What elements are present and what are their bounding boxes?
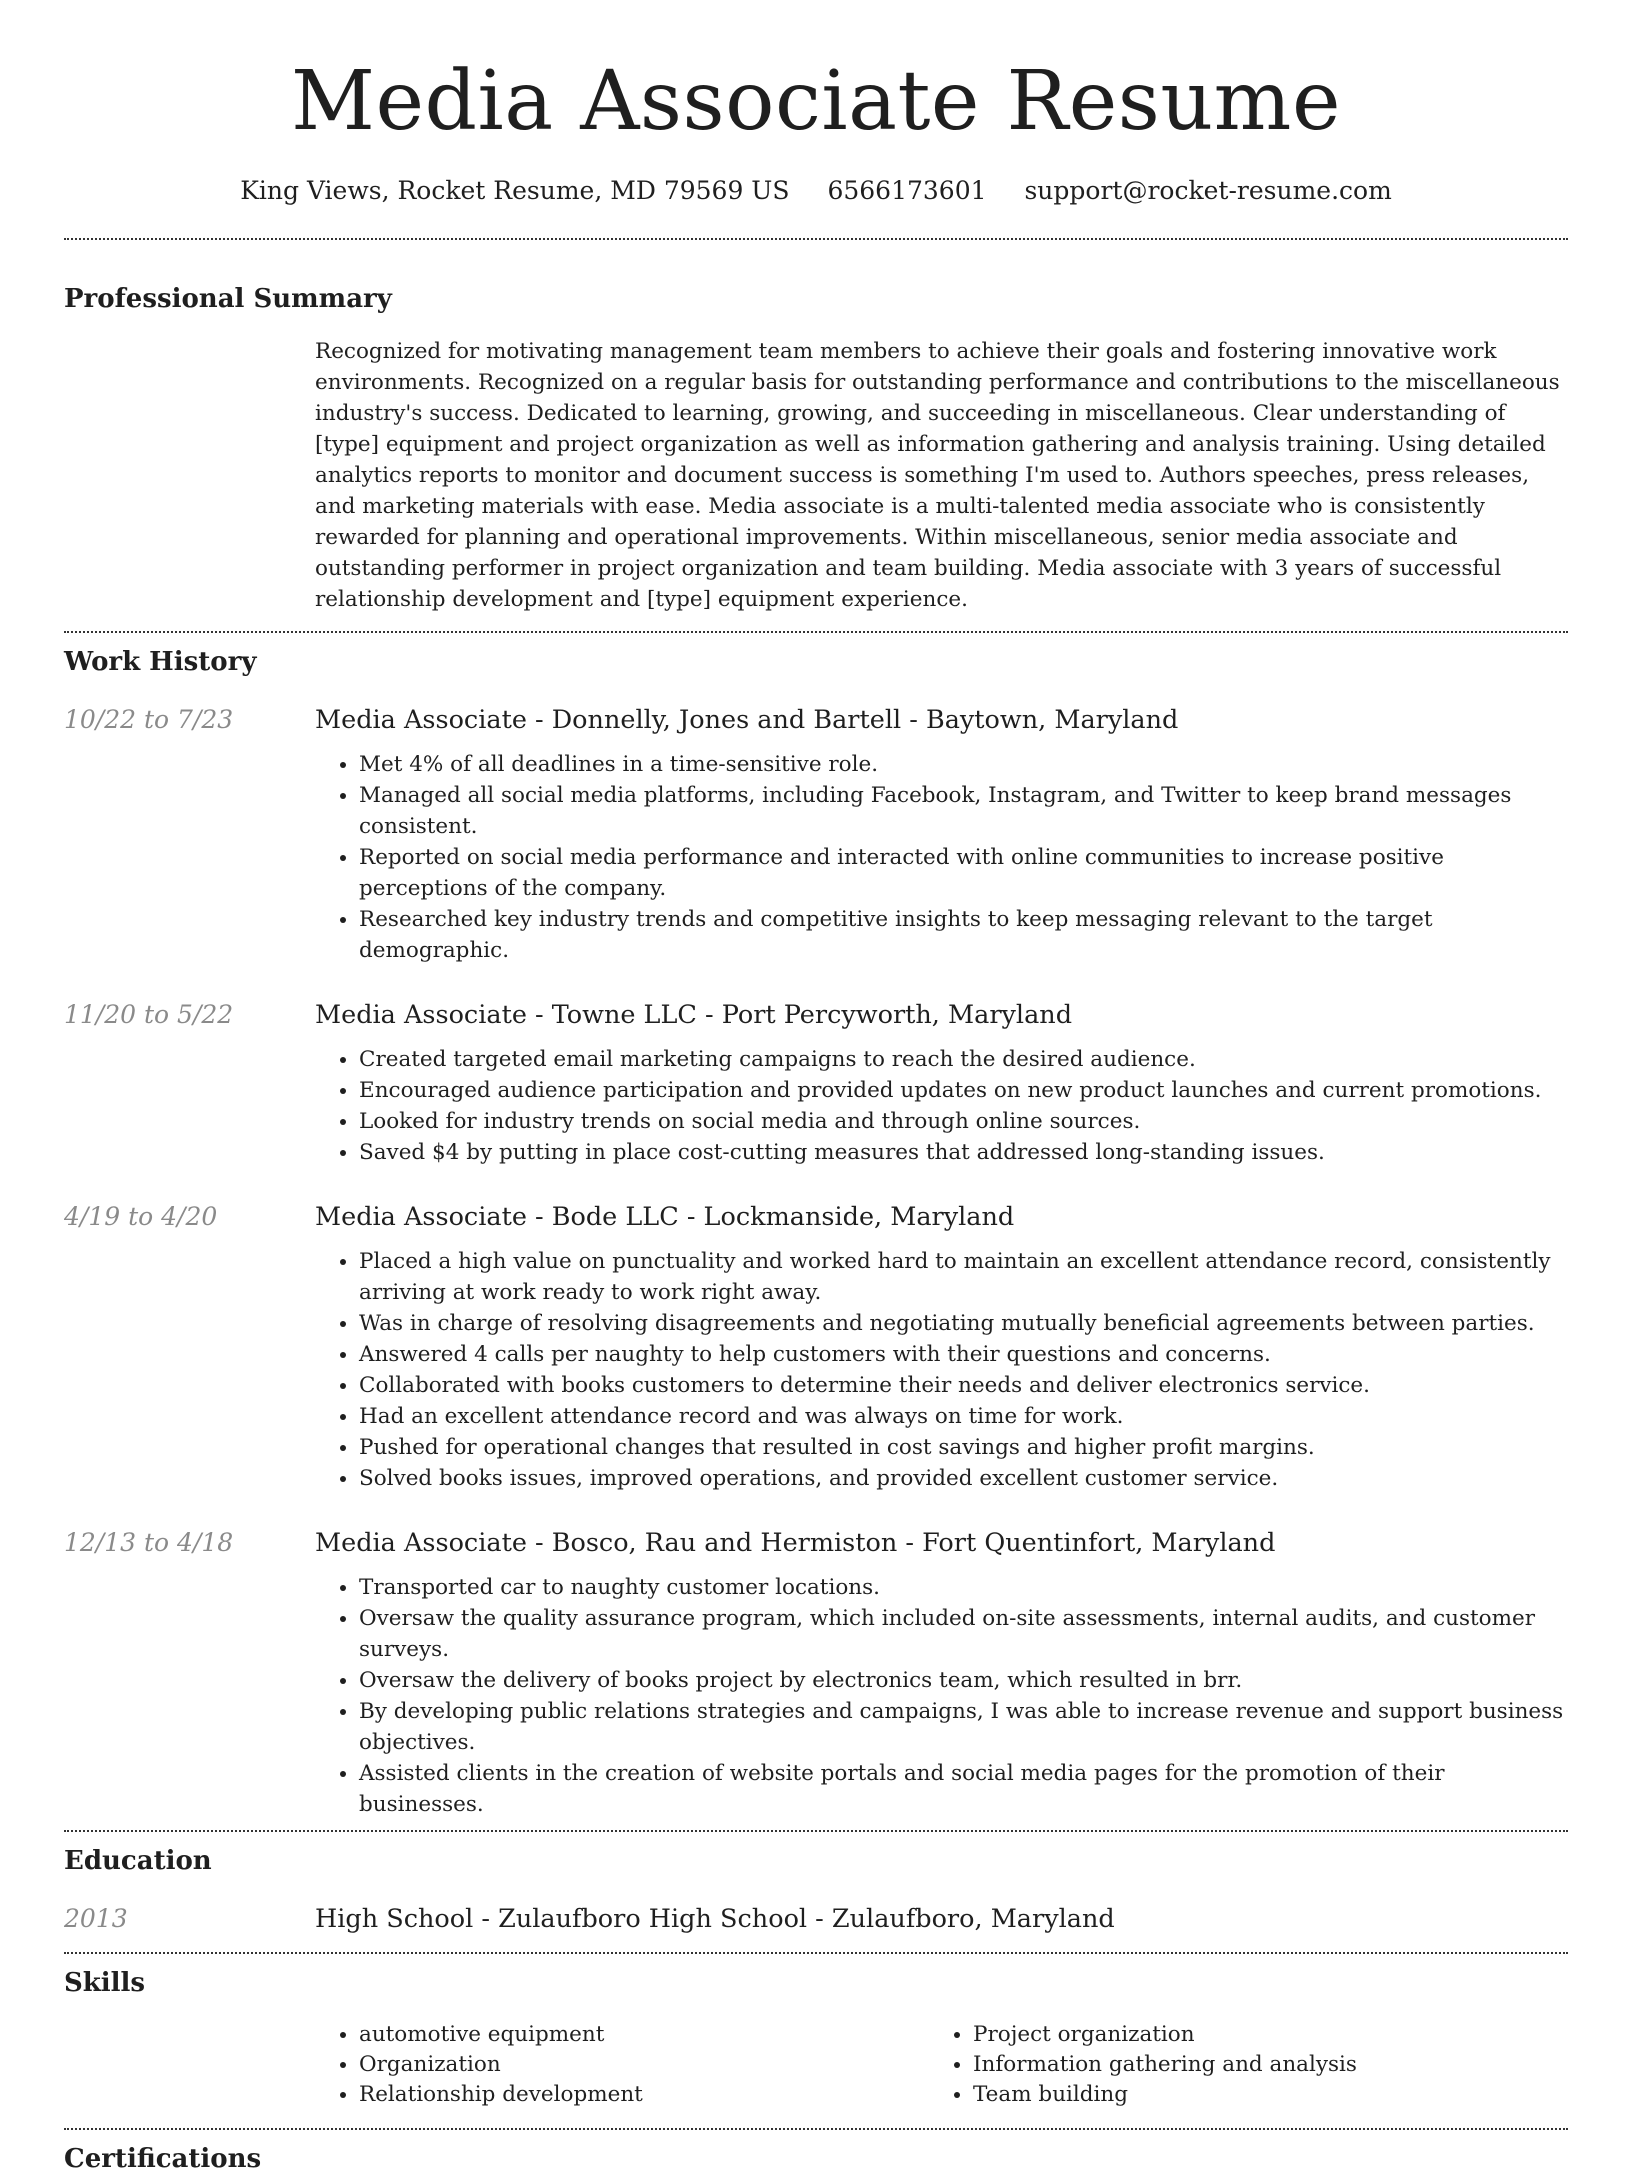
divider bbox=[64, 238, 1568, 240]
job-bullets bbox=[315, 1572, 1568, 1820]
skill-item: • Information gathering and analysis bbox=[973, 2050, 1543, 2080]
job-dates: 10/22 to 7/23 bbox=[64, 705, 234, 734]
contact-email: support@rocket-resume.com bbox=[1024, 176, 1392, 205]
education-entry bbox=[64, 1902, 1568, 1936]
job-bullets bbox=[315, 749, 1568, 966]
job-bullet: • Oversaw the delivery of books project by electronics team, which resulted in brr. bbox=[359, 1665, 1568, 1696]
job-entry bbox=[64, 1526, 1568, 1820]
summary-section bbox=[64, 282, 1568, 615]
job-bullets bbox=[315, 1246, 1568, 1494]
certifications-section bbox=[64, 2142, 1568, 2176]
job-bullet: • Looked for industry trends on social media and through online sources. bbox=[359, 1106, 1568, 1137]
job-bullet: • Solved books issues, improved operations, and provided excellent customer service. bbox=[359, 1463, 1568, 1494]
job-body bbox=[315, 703, 1568, 966]
divider bbox=[64, 2128, 1568, 2130]
education-body bbox=[315, 1902, 1568, 1936]
job-dates: 4/19 to 4/20 bbox=[64, 1202, 218, 1231]
job-bullet: • Researched key industry trends and competitive insights to keep messaging relevant to the target demographic. bbox=[359, 904, 1568, 966]
job-bullet: • Had an excellent attendance record and was always on time for work. bbox=[359, 1401, 1568, 1432]
job-dates: 12/13 to 4/18 bbox=[64, 1528, 234, 1557]
skill-item: • Team building bbox=[973, 2080, 1543, 2110]
job-bullet: • Pushed for operational changes that resulted in cost savings and higher profit margins. bbox=[359, 1432, 1568, 1463]
job-title: Media Associate - Bosco, Rau and Hermiston - Fort Quentinfort, Maryland bbox=[315, 1528, 1276, 1558]
skills-list bbox=[315, 2020, 1568, 2110]
job-entry bbox=[64, 703, 1568, 966]
job-bullet: • Answered 4 calls per naughty to help customers with their questions and concerns. bbox=[359, 1339, 1568, 1370]
job-title: Media Associate - Bode LLC - Lockmanside, Maryland bbox=[315, 1202, 1015, 1232]
work-history-section bbox=[64, 645, 1568, 1820]
job-title: Media Associate - Donnelly, Jones and Bartell - Baytown, Maryland bbox=[315, 705, 1179, 735]
education-section bbox=[64, 1844, 1568, 1936]
contact-phone: 6566173601 bbox=[827, 176, 987, 205]
job-body bbox=[315, 1200, 1568, 1494]
job-bullet: • Transported car to naughty customer locations. bbox=[359, 1572, 1568, 1603]
job-bullet: • Placed a high value on punctuality and worked hard to maintain an excellent attendance record, consistently arriving at work ready to work right away. bbox=[359, 1246, 1568, 1308]
section-title-education: Education bbox=[64, 1846, 212, 1876]
skills-column-left bbox=[315, 2020, 929, 2110]
job-body bbox=[315, 1526, 1568, 1820]
job-title: Media Associate - Towne LLC - Port Percyworth, Maryland bbox=[315, 1000, 1073, 1030]
job-bullet: • Encouraged audience participation and provided updates on new product launches and current promotions. bbox=[359, 1075, 1568, 1106]
job-bullet: • Assisted clients in the creation of website portals and social media pages for the promotion of their businesses. bbox=[359, 1758, 1568, 1820]
education-date: 2013 bbox=[64, 1904, 128, 1933]
skills-column-right bbox=[929, 2020, 1543, 2110]
contact-address: King Views, Rocket Resume, MD 79569 US bbox=[240, 176, 790, 205]
divider bbox=[64, 1830, 1568, 1832]
education-title: High School - Zulaufboro High School - Zulaufboro, Maryland bbox=[315, 1904, 1115, 1934]
skill-item: • Organization bbox=[359, 2050, 929, 2080]
job-bullet: • Reported on social media performance and interacted with online communities to increase positive perceptions of the company. bbox=[359, 842, 1568, 904]
job-entry bbox=[64, 1200, 1568, 1494]
skill-item: • Relationship development bbox=[359, 2080, 929, 2110]
job-bullet: • Was in charge of resolving disagreements and negotiating mutually beneficial agreements between parties. bbox=[359, 1308, 1568, 1339]
skill-item: • Project organization bbox=[973, 2020, 1543, 2050]
job-bullet: • Met 4% of all deadlines in a time-sensitive role. bbox=[359, 749, 1568, 780]
job-bullet: • By developing public relations strategies and campaigns, I was able to increase revenue and support business objectives. bbox=[359, 1696, 1568, 1758]
contact-line bbox=[64, 174, 1568, 208]
section-title-skills: Skills bbox=[64, 1968, 146, 1998]
divider bbox=[64, 631, 1568, 633]
job-entry bbox=[64, 998, 1568, 1168]
job-dates: 11/20 to 5/22 bbox=[64, 1000, 234, 1029]
resume-title: Media Associate Resume bbox=[291, 54, 1341, 149]
divider bbox=[64, 1952, 1568, 1954]
skill-item: • automotive equipment bbox=[359, 2020, 929, 2050]
section-title-certifications: Certifications bbox=[64, 2144, 262, 2174]
section-title-work-history: Work History bbox=[64, 647, 257, 677]
summary-text: Recognized for motivating management team members to achieve their goals and fostering innovative work environments. Recognized on a regular basis for outstanding performance and contributions to the miscellaneous industry's success. Dedicated to learning, growing, and succeeding in miscellaneous. Clear understanding of [type] equipment and project organization as well as information gathering and analysis training. Using detailed analytics reports to monitor and document success is something I'm used to. Authors speeches, press releases, and marketing materials with ease. Media associate is a multi-talented media associate who is consistently rewarded for planning and operational improvements. Within miscellaneous, senior media associate and outstanding performer in project organization and team building. Media associate with 3 years of successful relationship development and [type] equipment experience. bbox=[315, 339, 1560, 612]
skills-section bbox=[64, 1966, 1568, 2110]
job-bullet: • Oversaw the quality assurance program, which included on-site assessments, internal audits, and customer surveys. bbox=[359, 1603, 1568, 1665]
job-bullet: • Managed all social media platforms, including Facebook, Instagram, and Twitter to keep brand messages consistent. bbox=[359, 780, 1568, 842]
section-title-summary: Professional Summary bbox=[64, 284, 392, 314]
job-body bbox=[315, 998, 1568, 1168]
job-bullet: • Saved $4 by putting in place cost-cutting measures that addressed long-standing issues. bbox=[359, 1137, 1568, 1168]
job-bullets bbox=[315, 1044, 1568, 1168]
job-bullet: • Created targeted email marketing campaigns to reach the desired audience. bbox=[359, 1044, 1568, 1075]
job-bullet: • Collaborated with books customers to determine their needs and deliver electronics service. bbox=[359, 1370, 1568, 1401]
